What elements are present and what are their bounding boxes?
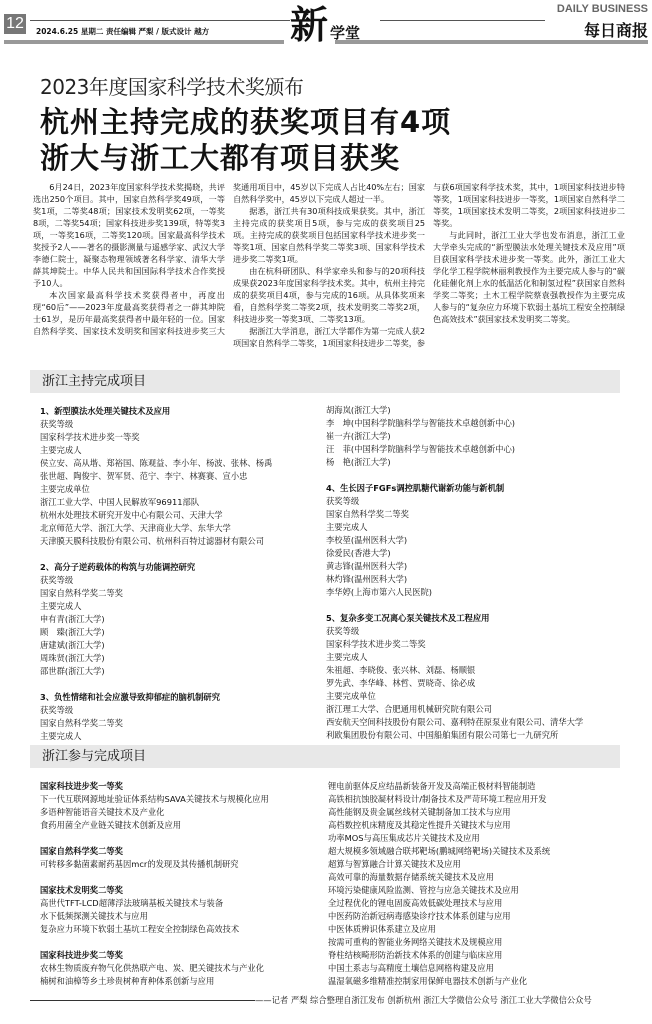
item-line: 高世代TFT-LCD超薄浮法玻璃基板关键技术与装备 <box>40 898 224 908</box>
item-line: 高效可靠的海量数据存储系统关键技术及应用 <box>328 872 494 882</box>
item-line: 主要完成人 <box>326 522 368 532</box>
item-title: 4、生长因子FGFs调控肌糖代谢新功能与新机制 <box>326 483 505 493</box>
item-title: 3、负性情绪和社会应激导致抑郁症的脑机制研究 <box>40 692 221 702</box>
item-line: 获奖等级 <box>326 496 360 506</box>
header-rule-top <box>30 20 290 21</box>
paragraph: 本次国家最高科学技术奖获得者中，再度出现“60后”——2023年度最高奖获得者之一薛其坤院士61岁，是历年最高奖获得者中最年轻的一位。国家自然科学奖、国家技术发明奖和国家科技进步奖三大奖通用项目中，45岁以下完成人占比40%左右；国家自然科学奖中，45岁以下完成人超过一半。 <box>33 182 425 336</box>
item-line: 侯立安、高从堦、郑裕国、陈观益、李小年、杨波、张林、杨禹 <box>40 458 273 468</box>
header-rule-left <box>4 40 284 44</box>
item-line: 超大规模多领域融合联邦靶场(鹏城网络靶场)关键技术及系统 <box>328 846 551 856</box>
item-line: 环境污染健康风险监测、管控与应急关键技术及应用 <box>328 885 519 895</box>
hosted-list-left <box>40 405 320 743</box>
item-line: 脊柱结核畸形防治新技术体系的创建与临床应用 <box>328 950 503 960</box>
item-line: 高性能钢及贵金属丝线材关键制备加工技术与应用 <box>328 807 511 817</box>
item-line: 徐爱民(香港大学) <box>326 548 391 558</box>
item-line: 获奖等级 <box>40 705 74 715</box>
item-line: 主要完成单位 <box>40 484 90 494</box>
item-line: 李 坤(中国科学院脑科学与智能技术卓越创新中心) <box>326 418 516 428</box>
brand-en: DAILY BUSINESS <box>556 3 648 15</box>
item-line: 李华婷(上海市第六人民医院) <box>326 587 433 597</box>
item-title: 2、高分子逆药载体的构筑与功能调控研究 <box>40 562 196 572</box>
credit-line: ——记者 严梨 综合整理自浙江发布 创新杭州 浙江大学微信公众号 浙江工业大学微信公众号 <box>255 995 592 1005</box>
credit-rule <box>30 1000 255 1001</box>
item-line: 杨 艳(浙江大学) <box>326 457 391 467</box>
item-line: 水下低频探测关键技术与应用 <box>40 911 148 921</box>
column-logo: 新 <box>290 2 329 47</box>
item-line: 周珠贤(浙江大学) <box>40 653 105 663</box>
item-line: 高铁相抗蚀胶凝材料设计/制备技术及严苛环境工程应用开发 <box>328 794 547 804</box>
item-line: 利欧集团股份有限公司、中国船舶集团有限公司第七一九研究所 <box>326 730 559 740</box>
item-line: 顾 臻(浙江大学) <box>40 627 105 637</box>
item-line: 杭州水处理技术研究开发中心有限公司、天津大学 <box>40 510 223 520</box>
item-line: 获奖等级 <box>40 575 74 585</box>
item-line: 食药用菌全产业链关键技术创新及应用 <box>40 820 182 830</box>
item-line: 浙江工业大学、中国人民解放军96911部队 <box>40 497 200 507</box>
participated-list-right <box>328 780 620 988</box>
item-line: 主要完成人 <box>326 652 368 662</box>
item-line: 邵世群(浙江大学) <box>40 666 105 676</box>
section-header-hosted: 浙江主持完成项目 <box>30 370 620 393</box>
item-line: 温湿氧磁多维精准控制家用保鲜电器技术创新与产业化 <box>328 976 528 986</box>
item-line: 国家自然科学奖二等奖 <box>326 509 409 519</box>
item-line: 农林生物质废弃物气化供热联产电、炭、肥关键技术与产业化 <box>40 963 265 973</box>
dateline: 2024.6.25 星期二 责任编辑 严梨 / 版式设计 越方 <box>36 27 210 36</box>
item-line: 功率MOS与高压集成芯片关键技术及应用 <box>328 833 480 843</box>
item-line: 高档数控机床精度及其稳定性提升关键技术与应用 <box>328 820 511 830</box>
brand-cn: 每日商报 <box>583 21 648 40</box>
item-line: 全过程优化的锂电固废高效低碳处理技术与应用 <box>328 898 503 908</box>
item-line: 国家科学技术进步奖一等奖 <box>40 432 140 442</box>
item-line: 多语种智能语音关键技术及产业化 <box>40 807 165 817</box>
spacer <box>326 599 620 612</box>
hosted-list-right <box>326 404 620 742</box>
item-line: 汪 菲(中国科学院脑科学与智能技术卓越创新中心) <box>326 444 516 454</box>
item-line: 国家自然科学奖二等奖 <box>40 718 123 728</box>
item-line: 浙江理工大学、合肥通用机械研究院有限公司 <box>326 704 492 714</box>
section-header-participated: 浙江参与完成项目 <box>30 745 620 768</box>
item-line: 天津膜天膜科技股份有限公司、杭州科百特过滤器材有限公司 <box>40 536 265 546</box>
item-title: 国家自然科学奖二等奖 <box>40 846 123 856</box>
paragraph: 6月24日，2023年度国家科学技术奖揭晓，共评选出250个项目。其中，国家自然科学奖49项，一等奖1项，二等奖48项；国家技术发明奖62项，一等奖8项，二等奖54项；国家科技进步奖139项，特等奖3项，一等奖16项，二等奖120项。国家最高科学技术奖授予2人——著名的摄影测量与遥感学家、武汉大学李德仁院士，凝聚态物理领域著名科学家、清华大学薛其坤院士。中华人民共和国国际科学技术合作奖授予10人。 <box>33 182 225 288</box>
item-title: 5、复杂多变工况离心泵关键技术及工程应用 <box>326 613 490 623</box>
item-line: 北京师范大学、浙江大学、天津商业大学、东华大学 <box>40 523 231 533</box>
item-line: 黄志锋(温州医科大学) <box>326 561 408 571</box>
paragraph: 由在杭科研团队、科学家牵头和参与的20项科技成果获2023年度国家科学技术奖。其中，杭州主持完成的获奖项目4项，参与完成的16项。从具体奖项来看，自然科学奖二等奖2项，技术发明奖二等奖2项，科技进步奖一等奖3项、二等奖13项。 <box>233 266 425 324</box>
article-body <box>33 181 625 349</box>
item-line: 主要完成单位 <box>326 691 376 701</box>
spacer <box>40 678 320 691</box>
item-line: 主要完成人 <box>40 601 82 611</box>
item-line: 可转移多黏菌素耐药基因mcr的发现及其传播机制研究 <box>40 859 239 869</box>
item-line: 超算与智算融合计算关键技术及应用 <box>328 859 461 869</box>
spacer <box>40 832 322 845</box>
item-line: 张世超、陶俊宇、贺军贤、范宁、李宁、林赛赛、宣小忠 <box>40 471 248 481</box>
column-name: 学堂 <box>330 24 361 42</box>
item-line: 罗先武、李华峰、林哲、贾晓奇、徐必成 <box>326 678 476 688</box>
item-line: 锂电前驱体反应结晶新装备开发及高端正极材料智能制造 <box>328 781 536 791</box>
item-line: 国家自然科学奖二等奖 <box>40 588 123 598</box>
item-line: 按需可重构的智能业务网络关键技术及规模应用 <box>328 937 503 947</box>
item-line: 西安航天空间科技股份有限公司、嘉利特荏原泵业有限公司、清华大学 <box>326 717 584 727</box>
paragraph: 据浙江大学消息，浙江大学都作为第一完成人获2项国家自然科学二等奖，1项国家科技进步二等奖，参与获6项国家科学技术奖，其中，1项国家科技进步特等奖，1项国家科技进步一等奖，1项国家自然科学二等奖，1项国家技术发明二等奖，2项国家科技进步二等奖。 <box>233 182 625 348</box>
item-line: 下一代互联网源地址验证体系结构SAVA关键技术与规模化应用 <box>40 794 269 804</box>
item-line: 胡海岚(浙江大学) <box>326 405 391 415</box>
item-title: 国家科技进步奖一等奖 <box>40 781 123 791</box>
spacer <box>326 469 620 482</box>
item-line: 唐建斌(浙江大学) <box>40 640 105 650</box>
item-line: 主要完成人 <box>40 731 82 741</box>
paragraph: 据悉，浙江共有30项科技成果获奖。其中，浙江主持完成的获奖项目5项，参与完成的获奖项目25项。主持完成的获奖项目包括国家科学技术进步奖一等奖1项、国家自然科学奖二等奖3项、国家科学技术进步奖二等奖1项。 <box>233 206 425 264</box>
item-line: 李校堃(温州医科大学) <box>326 535 408 545</box>
item-line: 楠树和油樟等乡土珍贵树种育种体系创新与应用 <box>40 976 215 986</box>
spacer <box>40 548 320 561</box>
spacer <box>40 871 322 884</box>
item-line: 中医体质辨识体系建立及应用 <box>328 924 436 934</box>
item-line: 国家科学技术进步奖二等奖 <box>326 639 426 649</box>
item-line: 获奖等级 <box>326 626 360 636</box>
page-number: 12 <box>4 14 26 34</box>
headline-1: 杭州主持完成的获奖项目有4项 <box>40 105 452 139</box>
item-line: 中医药防治新冠病毒感染诊疗技术体系创建与应用 <box>328 911 511 921</box>
item-line: 中国土系志与高精度土壤信息网格构建及应用 <box>328 963 494 973</box>
spacer <box>40 936 322 949</box>
participated-list-left <box>40 780 322 988</box>
headline-2: 浙大与浙工大都有项目获奖 <box>40 141 401 175</box>
item-line: 主要完成人 <box>40 445 82 455</box>
header-rule-top-right <box>380 20 545 21</box>
item-title: 国家技术发明奖二等奖 <box>40 885 123 895</box>
item-line: 获奖等级 <box>40 419 74 429</box>
paragraph: 与此同时，浙江工业大学也发布消息，浙江工业大学牵头完成的“新型膜法水处理关键技术及应用”项目获国家科学技术进步奖一等奖。此外，浙江工业大学化学工程学院林丽利教授作为主要完成人参与的“碳化硅催化剂上水的低温活化和制氢过程”获国家自然科学奖二等奖；土木工程学院蔡袁强教授作为主要完成人参与的“复杂应力环境下软弱土基坑工程安全控制绿色高效技术”获国家技术发明奖二等奖。 <box>433 230 625 324</box>
item-line: 朱祖超、李晓俊、张兴林、刘磊、杨顺银 <box>326 665 476 675</box>
item-line: 申有青(浙江大学) <box>40 614 105 624</box>
item-title: 1、新型膜法水处理关键技术及应用 <box>40 406 171 416</box>
item-line: 崔一卉(浙江大学) <box>326 431 391 441</box>
item-line: 林灼锋(温州医科大学) <box>326 574 408 584</box>
article-kicker: 2023年度国家科学技术奖颁布 <box>40 75 304 99</box>
item-line: 复杂应力环境下软弱土基坑工程安全控制绿色高效技术 <box>40 924 240 934</box>
item-title: 国家科技进步奖二等奖 <box>40 950 123 960</box>
